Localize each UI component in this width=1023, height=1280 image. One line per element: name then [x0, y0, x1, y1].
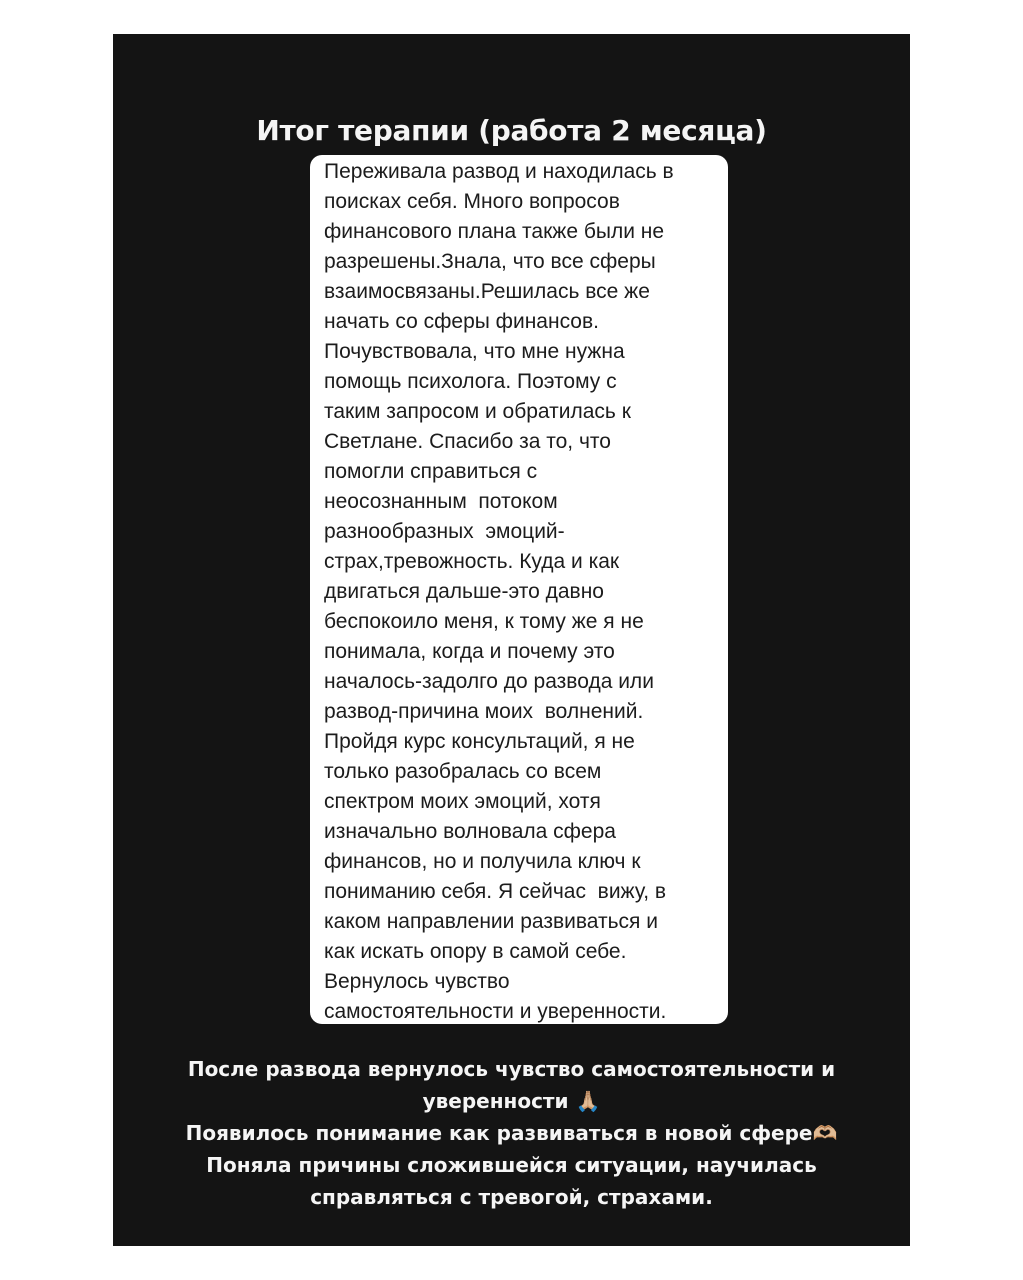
heart-hands-icon: 🫶🏼: [812, 1121, 838, 1145]
summary-line-2-text: уверенности: [422, 1089, 569, 1113]
testimonial-message-bubble: [310, 155, 728, 1024]
summary-line-4: Поняла причины сложившейся ситуации, научилась: [206, 1153, 817, 1177]
summary-line-3: [113, 1117, 910, 1149]
testimonial-text: Переживала развод и находилась в поисках себя. Много вопросов финансового плана также были не разрешены.Знала, что все сферы взаимосвязаны.Решилась все же начать со сферы финансов. Почувствовала, что мне нужна помощь психолога. Поэтому с таким запросом и обратилась к Светлане. Спасибо за то, что помогли справиться с неосознанным потоком разнообразных эмоций- страх,тревожность. Куда и как двигаться дальше-это давно беспокоило меня, к тому же я не понимала, когда и почему это началось-задолго до развода или развод-причина моих волнений. Пройдя курс консультаций, я не только разобралась со всем спектром моих эмоций, хотя изначально волновала сфера финансов, но и получила ключ к пониманию себя. Я сейчас вижу, в каком направлении развиваться и как искать опору в самой себе. Вернулось чувство самостоятельности и уверенности.: [324, 160, 674, 1023]
praying-hands-icon: 🙏🏼: [575, 1089, 601, 1113]
summary-line-1: После развода вернулось чувство самостоятельности и: [187, 1057, 836, 1081]
summary-line-2: [113, 1085, 910, 1117]
summary-line-3-text: Появилось понимание как развиваться в новой сфере: [185, 1121, 813, 1145]
story-card: [113, 34, 910, 1246]
summary-line-5: справляться с тревогой, страхами.: [310, 1185, 713, 1209]
summary-block: [113, 1053, 910, 1213]
story-title: Итог терапии (работа 2 месяца): [256, 114, 767, 147]
